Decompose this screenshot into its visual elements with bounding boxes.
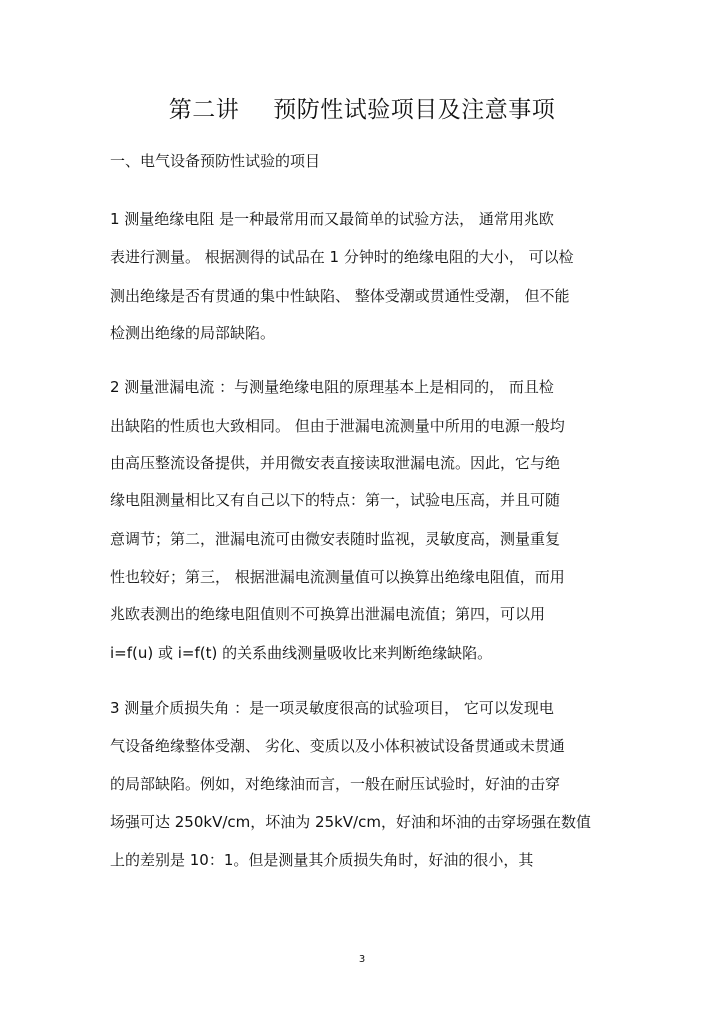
paragraph-line: 气设备绝缘整体受潮、 劣化、变质以及小体积被试设备贯通或未贯通 (110, 737, 565, 755)
paragraph-line: 上的差别是 10：1。但是测量其介质损失角时，好油的很小，其 (110, 851, 534, 869)
paragraph-line: 测出绝缘是否有贯通的集中性缺陷、 整体受潮或贯通性受潮， 但不能 (110, 287, 570, 305)
paragraph-line: 检测出绝缘的局部缺陷。 (110, 324, 276, 342)
paragraph-line: 缘电阻测量相比又有自己以下的特点：第一，试验电压高，并且可随 (110, 491, 561, 509)
paragraph-line: i=f(u) 或 i=f(t) 的关系曲线测量吸收比来判断绝缘缺陷。 (110, 644, 493, 662)
section-heading: 一、电气设备预防性试验的项目 (110, 152, 321, 170)
title-lecture-number: 第二讲 (168, 97, 240, 123)
paragraph-line: 场强可达 250kV/cm，坏油为 25kV/cm，好油和坏油的击穿场强在数值 (110, 813, 591, 831)
paragraph-line: 3 测量介质损失角 ：是一项灵敏度很高的试验项目， 它可以发现电 (110, 699, 554, 717)
paragraph-line: 意调节；第二，泄漏电流可由微安表随时监视，灵敏度高，测量重复 (110, 530, 561, 548)
paragraph-line: 2 测量泄漏电流 ：与测量绝缘电阻的原理基本上是相同的， 而且检 (110, 378, 554, 396)
paragraph-line: 1 测量绝缘电阻 是一种最常用而又最简单的试验方法， 通常用兆欧 (110, 210, 554, 228)
title-subject: 预防性试验项目及注意事项 (273, 97, 556, 123)
paragraph-line: 出缺陷的性质也大致相同。 但由于泄漏电流测量中所用的电源一般均 (110, 417, 565, 435)
page-number: 3 (358, 954, 366, 965)
page-title (0, 92, 724, 128)
paragraph-line: 由高压整流设备提供，并用微安表直接读取泄漏电流。因此，它与绝 (110, 454, 561, 472)
paragraph-line: 性也较好；第三， 根据泄漏电流测量值可以换算出绝缘电阻值，而用 (110, 568, 565, 586)
paragraph-line: 兆欧表测出的绝缘电阻值则不可换算出泄漏电流值；第四，可以用 (110, 605, 546, 623)
paragraph-line: 表进行测量。 根据测得的试品在 1 分钟时的绝缘电阻的大小， 可以检 (110, 248, 574, 266)
paragraph-line: 的局部缺陷。例如，对绝缘油而言，一般在耐压试验时，好油的击穿 (110, 775, 561, 793)
